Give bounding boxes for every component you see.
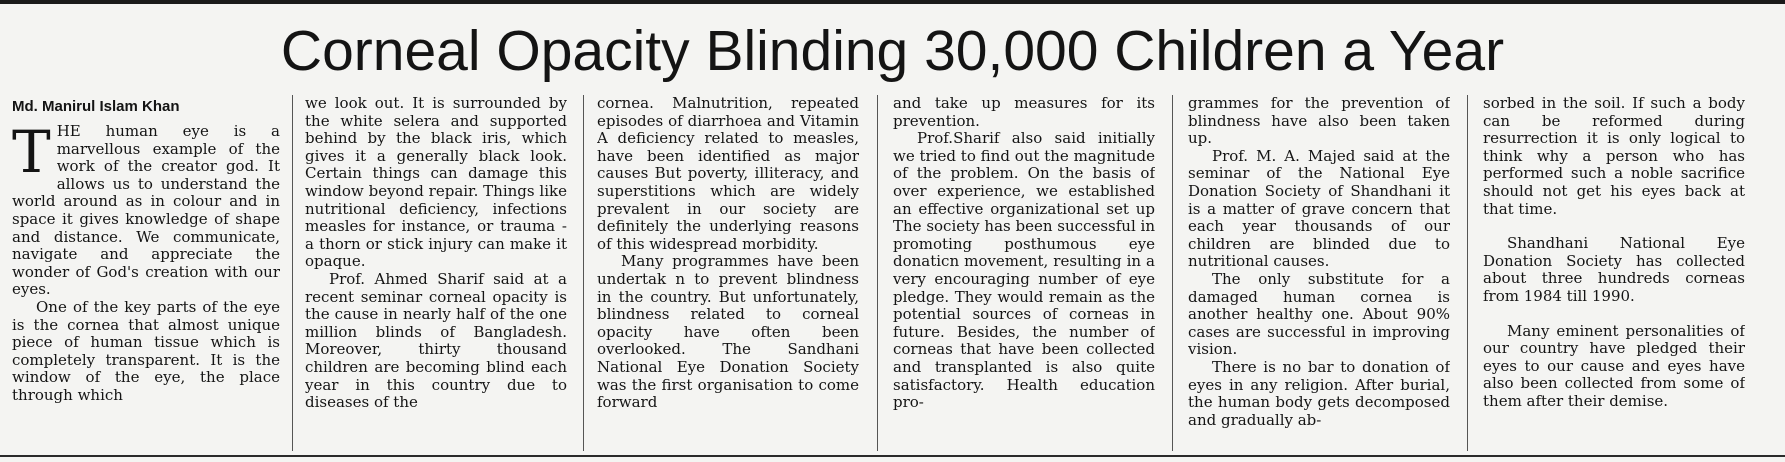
bottom-rule [0, 455, 1785, 457]
article-column-3 [597, 95, 859, 451]
article-paragraph: Many programmes have been undertak n to prevent blindness in the country. But unfortunately, blindness related to corneal opacity have often been overlooked. The Sandhani National Eye Donation Society was the first organisation to come forward [597, 252, 859, 412]
article-paragraph: cornea. Malnutrition, repeated episodes of diarrhoea and Vitamin A deficiency related to measles, have been identified as major causes But poverty, illiteracy, and superstitions which are widely prevalent in our society are definitely the underlying reasons of this widespread morbidity. [597, 95, 859, 253]
column-divider [877, 95, 878, 451]
article-paragraph: Prof. Ahmed Sharif said at a recent seminar corneal opacity is the cause in nearly half of the one million blinds of Bangladesh. Moreover, thirty thousand children are becoming blind each year in this country due to diseases of the [305, 269, 567, 412]
article-column-4 [893, 95, 1155, 451]
column-divider [1467, 95, 1468, 451]
column-divider [583, 95, 584, 451]
article-paragraph: The only substitute for a damaged human cornea is another healthy one. About 90% cases are successful in improving vision. [1188, 269, 1450, 359]
article-paragraph: There is no bar to donation of eyes in any religion. After burial, the human body gets decomposed and gradually ab- [1188, 357, 1450, 429]
byline: Md. Manirul Islam Khan [12, 98, 180, 115]
column-divider [1172, 95, 1173, 451]
paragraph-text: HE human eye is a marvellous example of the work of the creator god. It allows us to understand the world around as in colour and in space it gives knowledge of shape and distance. We communicate, navigate and appreciate the wonder of God's creation with our eyes. [12, 122, 280, 299]
article-column-6 [1483, 95, 1745, 451]
article-paragraph: sorbed in the soil. If such a body can be reformed during resurrection it is only logical to think why a person who has performed such a noble sacrifice should not get his eyes back at that time. [1483, 95, 1745, 218]
article-paragraph: and take up measures for its prevention. [893, 95, 1155, 130]
column-divider [292, 95, 293, 451]
article-paragraph: Prof.Sharif also said initially we tried to find out the magnitude of the problem. On the basis of over experience, we established an effective organizational set up The society has been successful in promoting posthumous eye donaticn movement, resulting in a very encouraging number of eye pledge. They would remain as the potential sources of corneas in future. Besides, the number of corneas that have been collected and transplanted is also quite satisfactory. Health education pro- [893, 129, 1155, 412]
drop-cap: T [12, 118, 51, 186]
article-paragraph: Shandhani National Eye Donation Society has collected about three hundreds corneas from 1984 till 1990. [1483, 234, 1745, 305]
article-column-5 [1188, 95, 1450, 451]
headline: Corneal Opacity Blinding 30,000 Children a Year [280, 19, 1505, 83]
article-paragraph [12, 118, 280, 299]
article-column-1 [12, 95, 280, 451]
article-paragraph: Prof. M. A. Majed said at the seminar of the National Eye Donation Society of Shandhani it is a matter of grave concern that each year thousands of our children are blinded due to nutritional causes. [1188, 146, 1450, 271]
article-paragraph: grammes for the prevention of blindness have also been taken up. [1188, 95, 1450, 148]
article-paragraph: Many eminent personalities of our country have pledged their eyes to our cause and eyes have also been collected from some of them after their demise. [1483, 321, 1745, 410]
article-paragraph: One of the key parts of the eye is the cornea that almost unique piece of human tissue which is completely transparent. It is the window of the eye, the place through which [12, 297, 280, 404]
article-paragraph: we look out. It is surrounded by the white selera and supported behind by the black iris, which gives it a generally black look. Certain things can damage this window beyond repair. Things like nutritional deficiency, infections measles for instance, or trauma - a thorn or stick injury can make it opaque. [305, 95, 567, 271]
top-rule [0, 0, 1785, 4]
article-column-2 [305, 95, 567, 451]
